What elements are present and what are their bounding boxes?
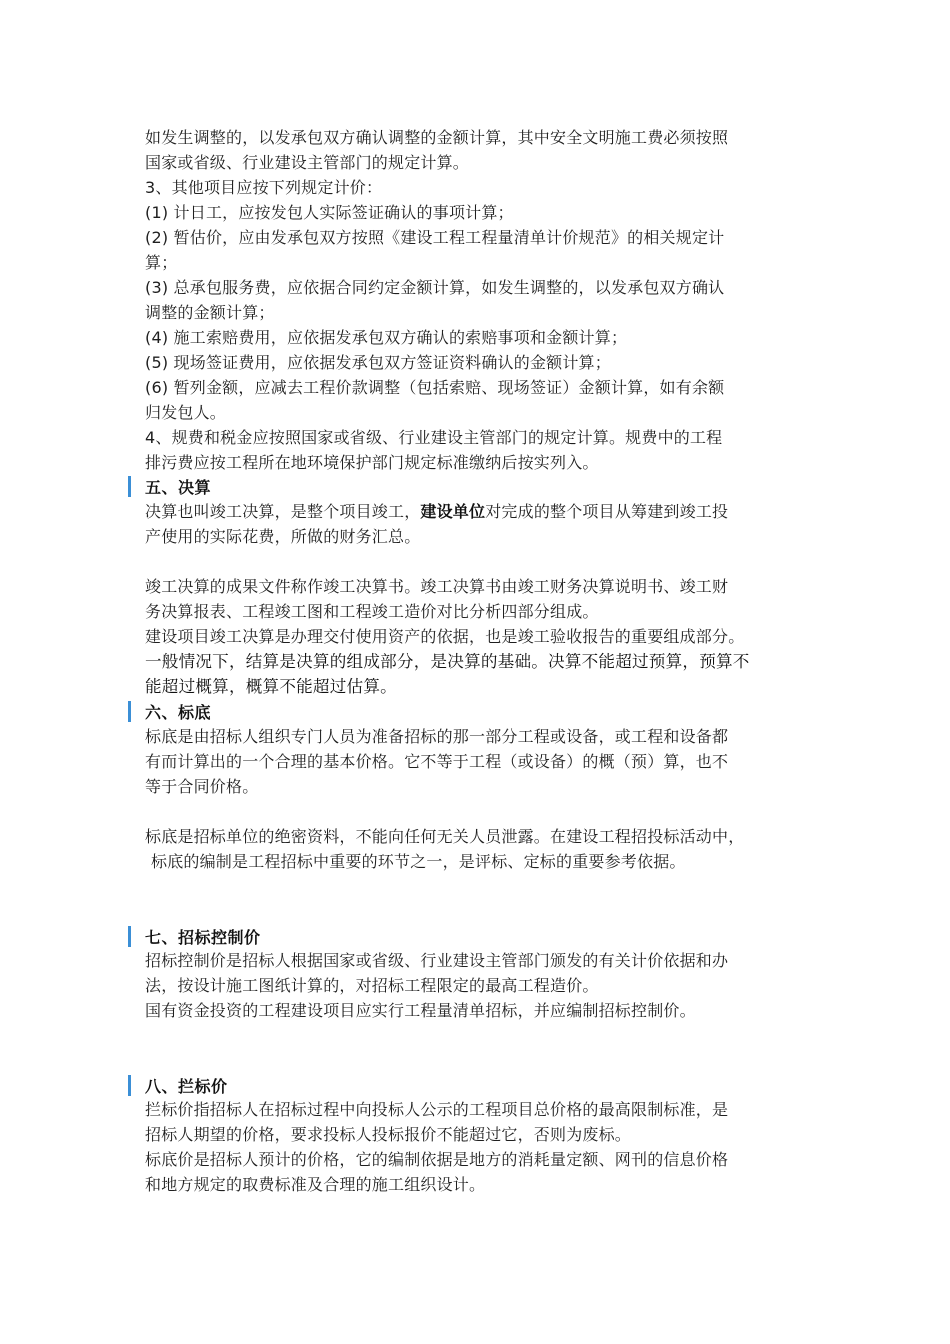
section-heading-zhaobiao-kongzhijia [128,924,261,948]
section-title: 六、标底 [145,702,212,722]
intro-line: 4、规费和税金应按照国家或省级、行业建设主管部门的规定计算。规费中的工程 [145,428,723,447]
paragraph-line: 标底是由招标人组织专门人员为准备招标的那一部分工程或设备，或工程和设备都 [145,727,729,746]
heading-accent-bar [128,476,131,497]
heading-accent-bar [128,926,131,947]
intro-line: 排污费应按工程所在地环境保护部门规定标准缴纳后按实列入。 [145,453,599,472]
paragraph-line: 国有资金投资的工程建设项目应实行工程量清单招标，并应编制招标控制价。 [145,1001,696,1020]
paragraph-line [145,500,825,524]
heading-accent-bar [128,1075,131,1096]
intro-line: (6) 暂列金额，应减去工程价款调整（包括索赔、现场签证）金额计算，如有余额 [145,378,725,397]
paragraph-line: 标底的编制是工程招标中重要的环节之一，是评标、定标的重要参考依据。 [151,852,686,871]
intro-line: (4) 施工索赔费用，应依据发承包双方确认的索赔事项和金额计算； [145,328,628,347]
intro-line: 调整的金额计算； [145,303,275,322]
paragraph-line: 标底是招标单位的绝密资料，不能向任何无关人员泄露。在建设工程招投标活动中， [145,827,745,846]
section-title: 八、拦标价 [145,1076,228,1096]
intro-line: 算； [145,253,178,272]
intro-line: (3) 总承包服务费，应依据合同约定金额计算，如发生调整的，以发承包双方确认 [145,278,725,297]
section-heading-lanbiaojia [128,1073,228,1097]
intro-line: 归发包人。 [145,403,227,422]
paragraph-line: 建设项目竣工决算是办理交付使用资产的依据，也是竣工验收报告的重要组成部分。 [145,627,745,646]
paragraph-line: 等于合同价格。 [145,777,259,796]
section-title: 七、招标控制价 [145,927,261,947]
intro-line: 3、其他项目应按下列规定计价： [145,178,383,197]
paragraph-line: 法，按设计施工图纸计算的，对招标工程限定的最高工程造价。 [145,976,599,995]
section-heading-biaodi [128,699,211,723]
intro-line: (2) 暂估价，应由发承包双方按照《建设工程工程量清单计价规范》的相关规定计 [145,228,725,247]
text-span: 决算也叫竣工决算，是整个项目竣工， [145,502,421,521]
paragraph-line: 务决算报表、工程竣工图和工程竣工造价对比分析四部分组成。 [145,602,599,621]
text-span: 对完成的整个项目从筹建到竣工投 [485,502,729,521]
heading-accent-bar [128,701,131,722]
paragraph-line: 和地方规定的取费标准及合理的施工组织设计。 [145,1175,486,1194]
intro-line: (5) 现场签证费用，应依据发承包双方签证资料确认的金额计算； [145,353,611,372]
paragraph-line: 有而计算出的一个合理的基本价格。它不等于工程（或设备）的概（预）算，也不 [145,752,729,771]
section-title: 五、决算 [145,477,212,497]
paragraph-line: 拦标价指招标人在招标过程中向投标人公示的工程项目总价格的最高限制标准，是 [145,1100,729,1119]
bold-term: 建设单位 [420,502,486,521]
paragraph-line: 招标控制价是招标人根据国家或省级、行业建设主管部门颁发的有关计价依据和办 [145,951,729,970]
section-heading-juesuan [128,474,211,498]
paragraph-line: 一般情况下，结算是决算的组成部分，是决算的基础。决算不能超过预算，预算不 [145,652,750,671]
paragraph-line: 产使用的实际花费，所做的财务汇总。 [145,527,421,546]
paragraph-line: 竣工决算的成果文件称作竣工决算书。竣工决算书由竣工财务决算说明书、竣工财 [145,577,729,596]
intro-line: 国家或省级、行业建设主管部门的规定计算。 [145,153,470,172]
paragraph-line: 标底价是招标人预计的价格，它的编制依据是地方的消耗量定额、网刊的信息价格 [145,1150,729,1169]
intro-line: 如发生调整的，以发承包双方确认调整的金额计算，其中安全文明施工费必须按照 [145,128,729,147]
paragraph-line: 能超过概算，概算不能超过估算。 [145,677,397,696]
paragraph-line: 招标人期望的价格，要求投标人投标报价不能超过它，否则为废标。 [145,1125,632,1144]
intro-line: (1) 计日工，应按发包人实际签证确认的事项计算； [145,203,514,222]
